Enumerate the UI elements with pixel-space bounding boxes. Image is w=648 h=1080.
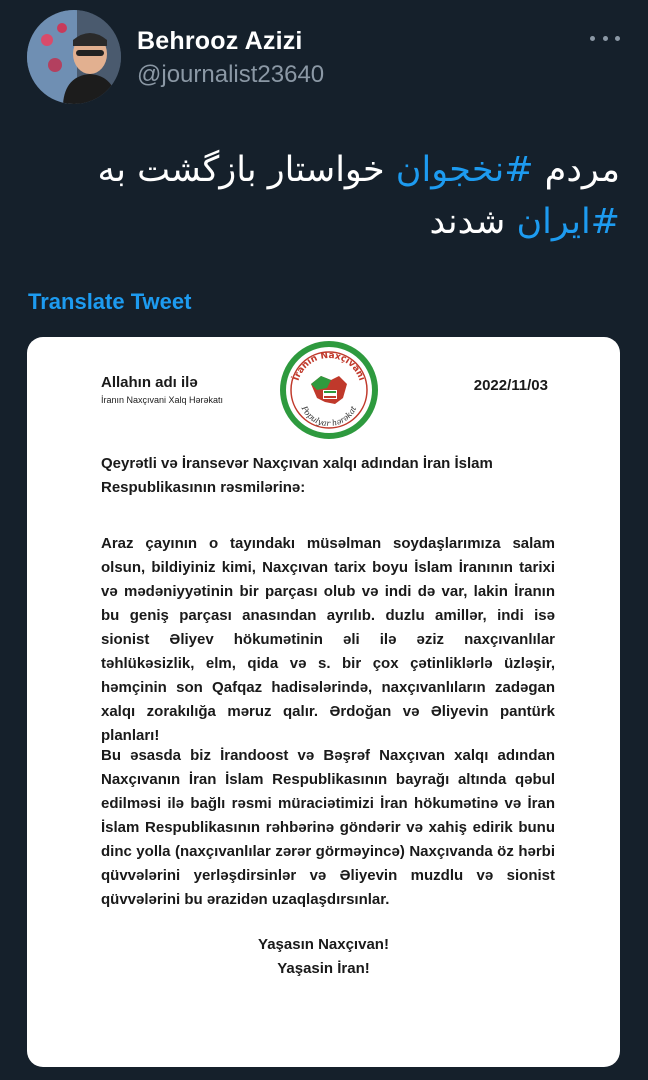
hashtag-link[interactable]: #نخجوان <box>395 150 534 190</box>
document-invocation: Allahın adı ilə <box>101 374 198 391</box>
seal-top-text: İranın Naxçıvanı <box>291 350 367 383</box>
tweet-text-part: خواستار بازگشت به <box>97 150 396 190</box>
document-closing <box>27 933 620 981</box>
more-dot <box>603 36 608 41</box>
avatar[interactable] <box>27 10 121 104</box>
tweet-text <box>20 144 620 248</box>
organization-seal-icon <box>279 340 379 440</box>
closing-line: Yaşasin İran! <box>277 960 370 977</box>
document-address: Qeyrətli və İransevər Naxçıvan xalqı adından İran İslam Respublikasının rəsmilərinə: <box>101 455 493 496</box>
display-name[interactable]: Behrooz Azizi <box>137 27 303 55</box>
document-organization: İranın Naxçıvani Xalq Hərəkatı <box>101 395 224 405</box>
more-options-icon[interactable] <box>590 28 620 48</box>
closing-line: Yaşasın Naxçıvan! <box>258 936 389 953</box>
user-info <box>137 26 324 90</box>
hashtag-link[interactable]: #ایران <box>516 202 620 242</box>
more-dot <box>590 36 595 41</box>
document-paragraph-2: Bu əsasda biz İrandoost və Bəşrəf Naxçıvan xalqı adından Naxçıvanın İran İslam Respublikasının bayrağı altında qəbul edilməsi ilə bağlı rəsmi müraciətimizi İran hökumətinə və İran İslam Respublikasının rəhbərinə göndərir və xahiş edirik bunu dinc yolla (naxçıvanlılar zərər görməyincə) Naxçıvanda öz hərbi qüvvələrini yerləşdirsinlər və Əliyevin muzdlu və sionist qüvvələrini bu ərazidən uzaqlaşdırsınlar. <box>101 747 555 908</box>
tweet-text-part: مردم <box>533 150 620 190</box>
avatar-photo-icon <box>27 10 121 104</box>
user-handle[interactable]: @journalist23640 <box>137 61 325 88</box>
document-date: 2022/11/03 <box>473 377 548 394</box>
tweet-media-image[interactable] <box>27 337 620 1067</box>
seal-bottom-text: Populyar hərəkat <box>299 404 359 429</box>
document-header-left <box>101 374 223 405</box>
translate-tweet-link[interactable]: Translate Tweet <box>28 289 192 314</box>
tweet-text-part: شدند <box>429 202 517 242</box>
more-dot <box>615 36 620 41</box>
document-paragraph-1: Araz çayının o tayındakı müsəlman soydaşlarımıza salam olsun, bildiyiniz kimi, Naxçıvan tarix boyu İslam İranının tarixi və mədəniyyətinin bir parçası olub və indi də var, lakin İranın bu geniş parçası anasından ayrılıb. duzlu amillər, indi isə sionist Əliyev hökumətinin əli ilə əziz naxçıvanlılar təhlükəsizlik, elm, qida və s. bir çox çətinliklərlə üzləşir, həmçinin son Qafqaz hadisələrində, naxçıvanlıların zadəgan xalqı zorakılığa məruz qalır. Ərdoğan və Əliyevin pantürk planları! <box>101 535 555 744</box>
